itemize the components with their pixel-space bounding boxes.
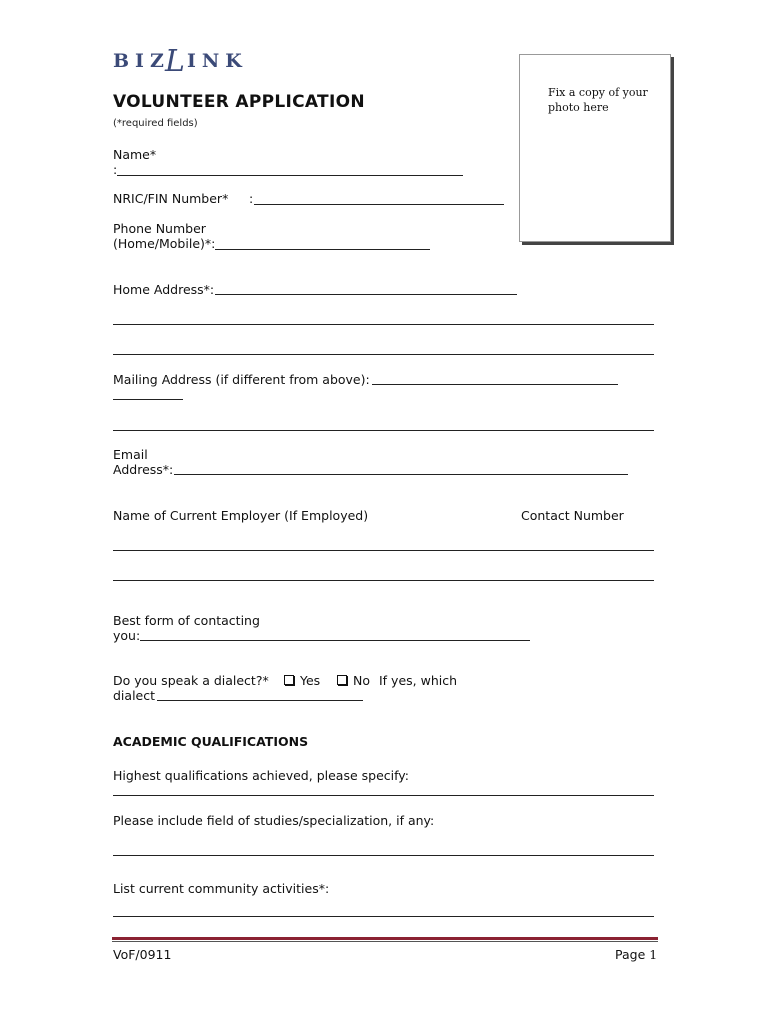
logo-text-part1: BIZ: [113, 50, 170, 72]
phone-label: Phone Number: [113, 221, 206, 236]
home-address-line-2[interactable]: [113, 324, 654, 325]
footer-divider-thin: [112, 941, 658, 942]
contact-method-label-2: you:: [113, 628, 141, 643]
dialect-followup-label: If yes, which: [379, 673, 458, 688]
photo-box: [519, 54, 671, 242]
phone-label-2: (Home/Mobile)*:: [113, 236, 216, 251]
nric-field[interactable]: [254, 204, 504, 205]
page-title: VOLUNTEER APPLICATION: [113, 92, 365, 112]
academic-heading: ACADEMIC QUALIFICATIONS: [113, 734, 309, 749]
email-label-2: Address*:: [113, 462, 174, 477]
no-checkbox[interactable]: [337, 675, 347, 685]
email-field[interactable]: [174, 474, 628, 475]
field-of-study-field[interactable]: [113, 855, 654, 856]
page-label: Page: [615, 947, 646, 962]
dialect-label: dialect: [113, 688, 156, 703]
phone-field[interactable]: [215, 249, 430, 250]
email-label: Email: [113, 447, 148, 462]
nric-colon: :: [249, 191, 254, 206]
name-colon: :: [113, 162, 118, 177]
dialect-question: Do you speak a dialect?*: [113, 673, 269, 688]
required-fields-note: (*required fields): [113, 118, 198, 129]
dialect-yes-option[interactable]: [284, 673, 320, 688]
home-address-label: Home Address*:: [113, 282, 215, 297]
home-address-line-3[interactable]: [113, 354, 654, 355]
mailing-address-line-3[interactable]: [113, 430, 654, 431]
dialect-no-option[interactable]: [337, 673, 370, 688]
mailing-address-label: Mailing Address (if different from above):: [113, 372, 370, 387]
nric-label: NRIC/FIN Number*: [113, 191, 229, 206]
employer-field-line-2[interactable]: [113, 580, 654, 581]
community-activities-field[interactable]: [113, 916, 654, 917]
logo-text-part2: INK: [187, 50, 248, 72]
community-activities-label: List current community activities*:: [113, 881, 330, 896]
contact-number-label: Contact Number: [521, 508, 624, 523]
home-address-field[interactable]: [215, 294, 517, 295]
dialect-field[interactable]: [157, 700, 363, 701]
logo-text-letter: L: [165, 44, 185, 79]
no-label: No: [353, 673, 370, 688]
photo-instruction: Fix a copy of your photo here: [548, 86, 648, 114]
employer-field[interactable]: [113, 550, 654, 551]
page-indicator: [615, 947, 657, 962]
contact-method-label: Best form of contacting: [113, 613, 260, 628]
contact-method-field[interactable]: [140, 640, 530, 641]
name-label: Name*: [113, 147, 157, 162]
yes-checkbox[interactable]: [284, 675, 294, 685]
page-number: 1: [649, 947, 658, 962]
field-of-study-label: Please include field of studies/specialization, if any:: [113, 813, 435, 828]
highest-qualification-label: Highest qualifications achieved, please specify:: [113, 768, 409, 783]
mailing-address-field[interactable]: [372, 384, 618, 385]
employer-label: Name of Current Employer (If Employed): [113, 508, 369, 523]
yes-label: Yes: [300, 673, 321, 688]
mailing-address-line-2[interactable]: [113, 399, 183, 400]
footer-divider: [112, 937, 658, 940]
highest-qualification-field[interactable]: [113, 795, 654, 796]
form-code: VoF/0911: [113, 947, 172, 962]
name-field[interactable]: [117, 175, 463, 176]
